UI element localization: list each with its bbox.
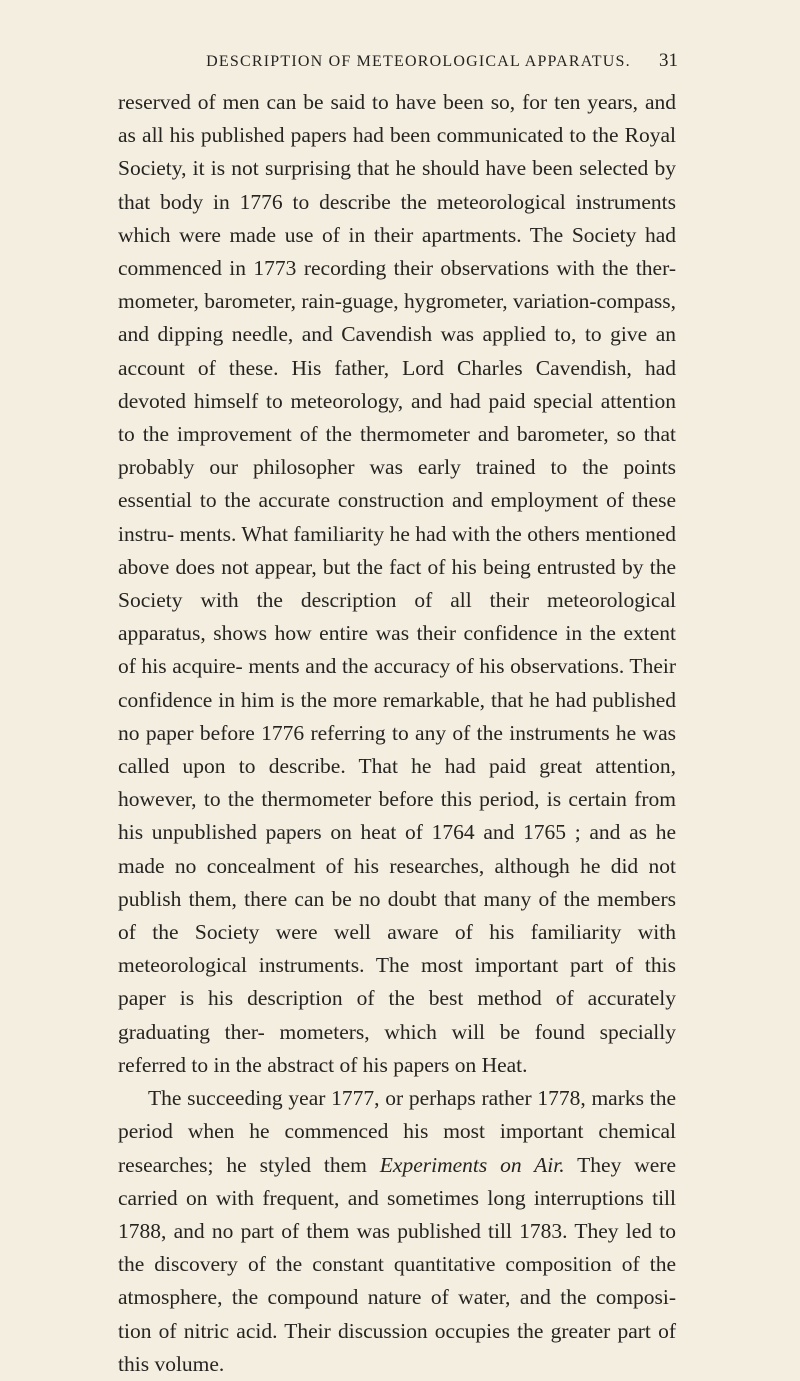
paragraph-2: [118, 1082, 676, 1381]
page-number: 31: [659, 50, 678, 71]
paragraph-2-text-end: They were carried on with frequent, and sometimes long interruptions till 1788, and no part of them was published till 1783. They led to the discovery of the constant quantitative composition of the atmosphere, the compound nature of water, and the composi- tion of nitric acid. Their discussion occupies the greater part of this volume.: [118, 1152, 676, 1376]
body-text: [118, 86, 676, 1381]
book-title-italic: Experiments on Air.: [379, 1152, 565, 1177]
paragraph-2-text-start: The succeeding year 1777, or perhaps rather 1778, marks the period when he commenced his most important chemical researches; he styled them: [118, 1086, 676, 1177]
running-head-title: DESCRIPTION OF METEOROLOGICAL APPARATUS.: [206, 53, 631, 70]
running-head: [118, 50, 678, 72]
paragraph-1: reserved of men can be said to have been so, for ten years, and as all his published papers had been communicated to the Royal Society, it is not surprising that he should have been selected by that body in 1776 to describe the meteorological instruments which were made use of in their apartments. The Society had commenced in 1773 recording their observations with the ther- mometer, barometer, rain-guage, hygrometer, variation-compass, and dipping needle, and Cavendish was applied to, to give an account of these. His father, Lord Charles Cavendish, had devoted himself to meteorology, and had paid special attention to the improvement of the thermometer and barometer, so that probably our philosopher was early trained to the points essential to the accurate construction and employment of these instru- ments. What familiarity he had with the others mentioned above does not appear, but the fact of his being entrusted by the Society with the description of all their meteorological apparatus, shows how entire was their confidence in the extent of his acquire- ments and the accuracy of his observations. Their confidence in him is the more remarkable, that he had published no paper before 1776 referring to any of the instruments he was called upon to describe. That he had paid great attention, however, to the thermometer before this period, is certain from his unpublished papers on heat of 1764 and 1765 ; and as he made no concealment of his researches, although he did not publish them, there can be no doubt that many of the members of the Society were well aware of his familiarity with meteorological instruments. The most important part of this paper is his description of the best method of accurately graduating ther- mometers, which will be found specially referred to in the abstract of his papers on Heat.: [118, 90, 676, 1077]
